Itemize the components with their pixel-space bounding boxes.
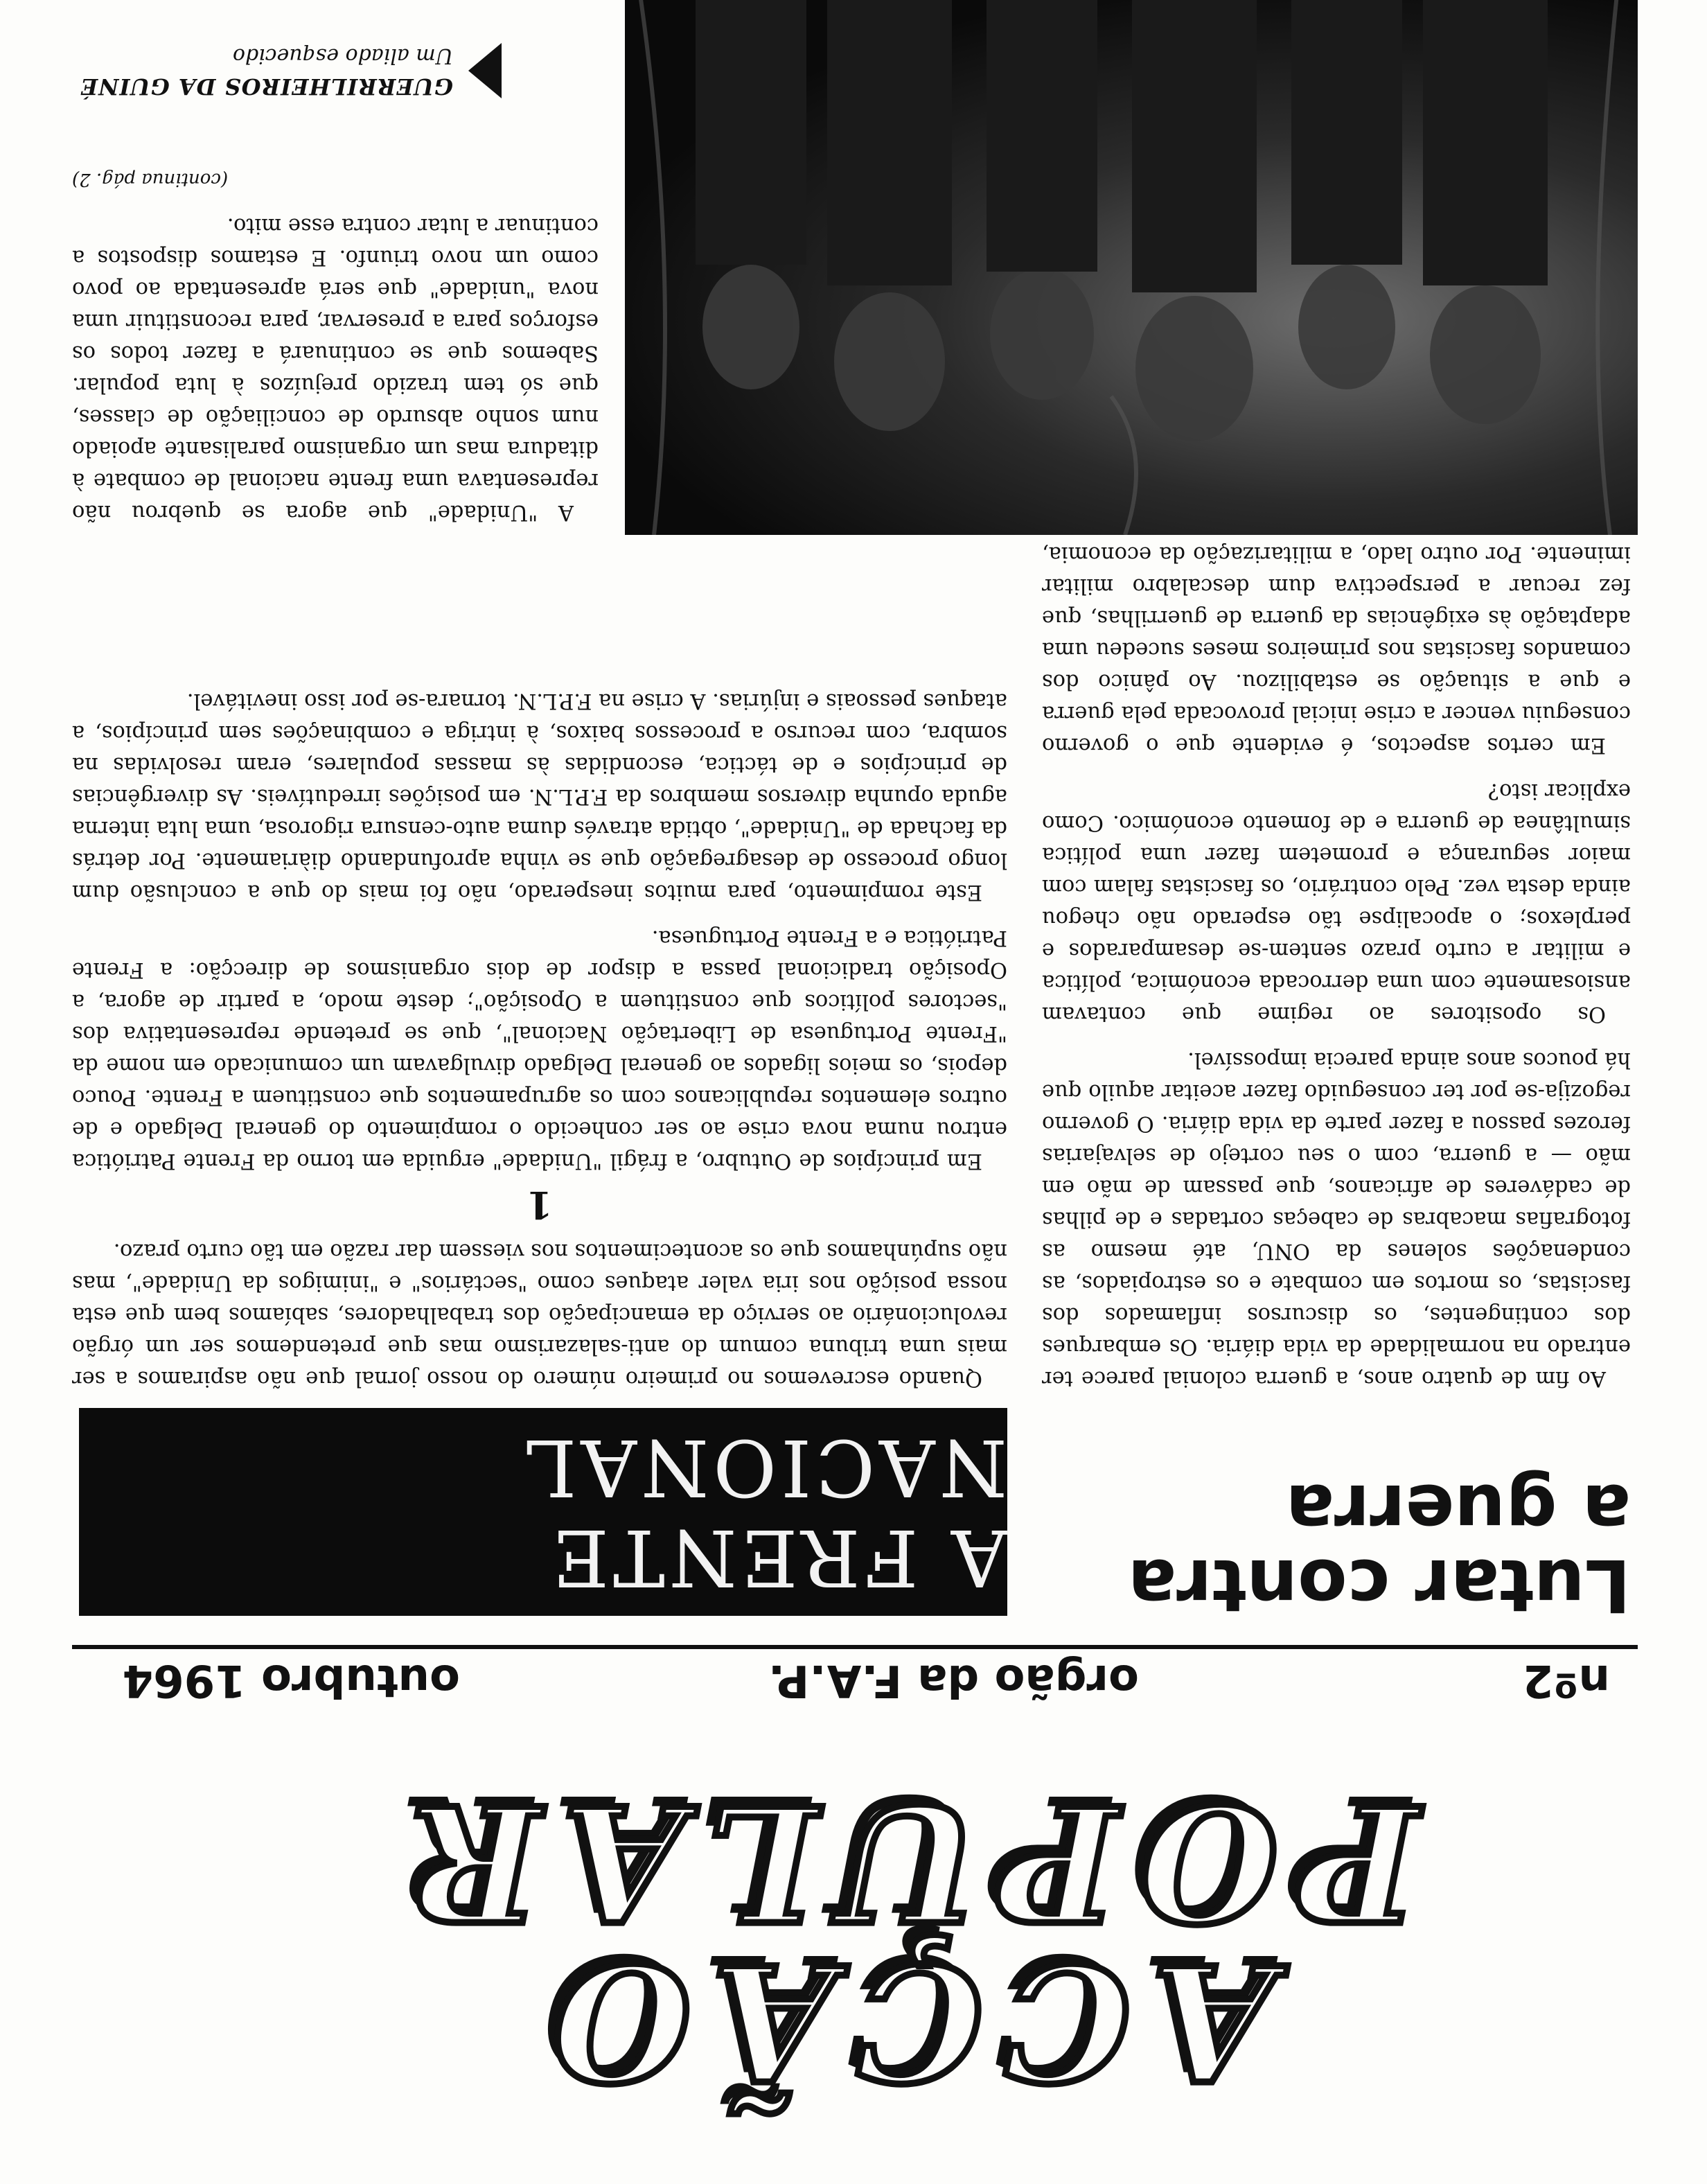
article-guerra-paragraph: Os opositores ao regime que contavam ansiosamente com uma derrocada económica, política e militar a curto prazo sentem-se desamparados e perplexos; o apocalipse tão esperado não chegou ainda desta vez. Pelo contrário, os fascistas falam com maior segurança e prometem fazer uma política simultânea de guerra e de fomento económico. Como explicar isto? — [1042, 779, 1631, 1026]
masthead-title-line-2: POPULAR — [387, 1768, 1419, 1955]
header-rule — [72, 1645, 1638, 1649]
article-frente-paragraph: A "Unidade" que agora se quebrou não representava uma frente nacional de combate à ditadura mas um organismo paralisante apoiado num sonho absurdo de conciliação de classes, que só tem trazido prejuízos à luta popular. Sabemos que se continuará a fazer todos os esforços para a preservar, para reconstituir uma nova "unidade" que será apresentada ao povo como um novo triunfo. E estamos dispostos a continuar a lutar contra esse mito. — [72, 213, 599, 525]
headline-guerra — [1007, 1468, 1631, 1628]
guerrilla-photo-image — [625, 0, 1638, 535]
headline-guerra-line-2: a guerra — [1285, 1468, 1631, 1553]
article-frente-continuation — [72, 150, 599, 528]
article-frente — [72, 671, 1007, 1394]
article-guerra-paragraph: Em certos aspectos, é evidente que o governo conseguiu vencer a crise inicial provocada pela guerra e que a situação se estabilizou. Ao pânico dos comandos fascistas nos primeiros meses sucedeu uma adaptação às exigências da guerra de guerrilhas, que fez recuar a perspectiva dum descalabro militar iminente. Por outro lado, a militarização da economia, — [1042, 542, 1631, 757]
issue-organ: orgão da F.A.P. — [768, 1655, 1139, 1706]
article-guerra — [1042, 446, 1631, 1394]
issue-number: nº2 — [1522, 1655, 1610, 1706]
article-guerra-paragraph: Ao fim de quatro anos, a guerra colonial parece ter entrado na normalidade da vida diária. Os embarques dos contingentes, os discursos inflamados dos fascistas, os mortos em combate e os estropiados, as condenações solenes da ONU, até mesmo as fotografias macabras de cabeças cortadas e de pilhas de cadáveres de africanos, que passam de mão em mão — a guerra, com o seu cortejo de selvajarias ferozes passou a fazer parte da vida diária. O governo regozija-se por ter conseguido fazer aceitar aquilo que há poucos anos ainda parecia impossível. — [1042, 1048, 1631, 1391]
photo-caption-title: GUERRILHEIROS DA GUINÉ — [80, 73, 453, 100]
article-frente-section-number: 1 — [527, 1183, 553, 1227]
guerrilla-photo — [625, 0, 1638, 535]
headline-guerra-line-1: Lutar contra — [1127, 1543, 1631, 1628]
masthead-title-line-1: ACÇÃO — [531, 1928, 1275, 2115]
article-frente-intro: Quando escrevemos no primeiro número do nosso jornal que não aspiramos a ser mais uma tribuna comum do anti-salazarismo mas que pretendemos ser um órgão revolucionário ao serviço da emancipação dos trabalhadores, sabíamos bem que esta nossa posição nos iria valer ataques como "sectários" e "inimigos da Unidade", mas não supúnhamos que os acontecimentos nos viessem dar razão em tão curto prazo. — [72, 1239, 1007, 1391]
article-frente-paragraph: Em princípios de Outubro, a frágil "Unidade" erguida em torno da Frente Patriótica entrou numa nova crise ao ser conhecido o rompimento do general Delgado e de outros elementos republicanos com os agrupamentos que constituem a Frente. Pouco depois, os meios ligados ao general Delgado divulgavam um comunicado em nome da "Frente Portuguesa de Libertação Nacional", que se pretende representativa dos "sectores políticos que constituem a Oposição"; deste modo, a partir de agora, a Oposição tradicional passa a dispor de dois organismos de direcção: a Frente Patriótica e a Frente Portuguesa. — [72, 926, 1007, 1173]
caption-arrow-icon — [468, 43, 502, 98]
article-frente-paragraph: Este rompimento, para muitos inesperado, não foi mais do que a conclusão dum longo processo de desagregação que se vinha aprofundando diàriamente. Por detrás da fachada de "Unidade", obtida através duma auto-censura rigorosa, uma luta interna aguda opunha diversos membros da F.P.L.N. em posições irredutíveis. As divergências de princípios e de táctica, escondidas às massas populares, eram resolvidas na sombra, com recurso a processos baixos, à intriga e combinações sem princípios, a ataques pessoais e injúrias. A crise na F.P.L.N. tornara-se por isso inevitável. — [72, 689, 1007, 904]
issue-line — [72, 1644, 1638, 1706]
masthead — [280, 1768, 1527, 2115]
article-frente-continued: (continua pág. 2) — [72, 169, 229, 190]
photo-caption-subtitle: Um aliado esquecido — [232, 44, 453, 68]
photo-caption — [72, 29, 502, 105]
issue-date: outubro 1964 — [122, 1655, 460, 1706]
headline-frente-banner: A FRENTE NACIONAL — [79, 1408, 1007, 1616]
